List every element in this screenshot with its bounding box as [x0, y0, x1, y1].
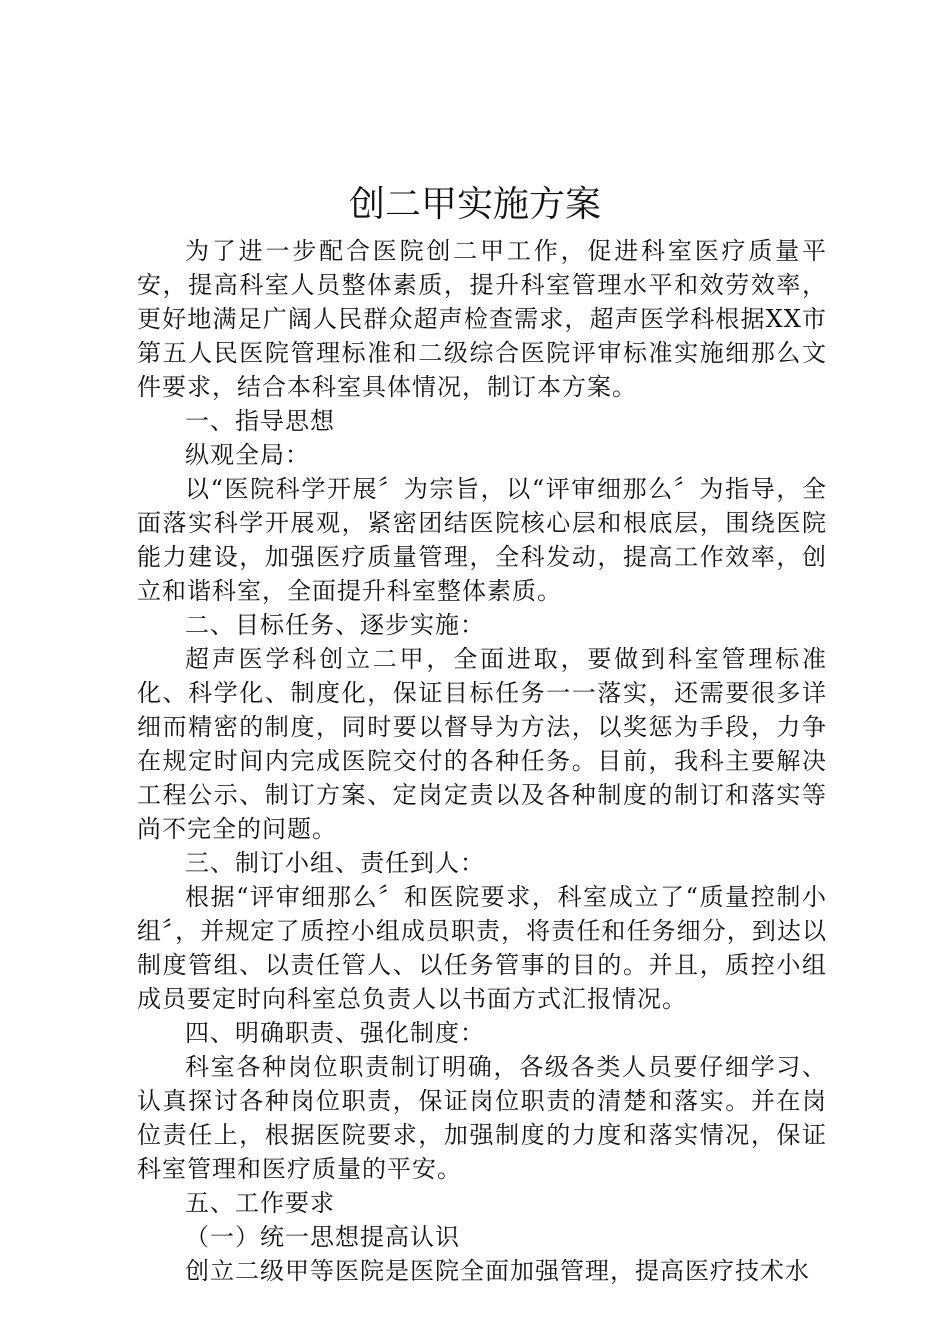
section-heading-goals: 二、目标任务、逐步实施：	[185, 611, 485, 639]
section-heading-guiding-thought: 一、指导思想	[185, 407, 335, 435]
paragraph-intro: 为了进一步配合医院创二甲工作，促进科室医疗质量平安，提高科室人员整体素质，提升科室管理水平和效劳效率，更好地满足广阔人民群众超声检查需求，超声医学科根据XX市第五人民医院管理标准和二级综合医院评审标准实施细那么文件要求，结合本科室具体情况，制订本方案。	[137, 237, 827, 401]
paragraph-unify-thinking: 创立二级甲等医院是医院全面加强管理，提高医疗技术水	[185, 1257, 810, 1285]
document-body	[137, 234, 827, 1288]
paragraph-guiding-thought: 以“医院科学开展〞为宗旨，以“评审细那么〞为指导，全面落实科学开展观，紧密团结医院核心层和根底层，围绕医院能力建设，加强医疗质量管理，全科发动，提高工作效率，创立和谐科室，全面提升科室整体素质。	[137, 475, 827, 605]
section-heading-duties: 四、明确职责、强化制度：	[185, 1019, 485, 1047]
paragraph-team: 根据“评审细那么〞和医院要求，科室成立了“质量控制小组〞，并规定了质控小组成员职责，将责任和任务细分，到达以制度管组、以责任管人、以任务管事的目的。并且，质控小组成员要定时向科室总负责人以书面方式汇报情况。	[137, 883, 827, 1013]
section-heading-requirements: 五、工作要求	[185, 1189, 335, 1217]
section-heading-team: 三、制订小组、责任到人：	[185, 849, 485, 877]
subheading-overview: 纵观全局：	[185, 441, 310, 469]
paragraph-duties: 科室各种岗位职责制订明确，各级各类人员要仔细学习、认真探讨各种岗位职责，保证岗位职责的清楚和落实。并在岗位责任上，根据医院要求，加强制度的力度和落实情况，保证科室管理和医疗质量的平安。	[137, 1053, 827, 1183]
paragraph-goals: 超声医学科创立二甲，全面进取，要做到科室管理标准化、科学化、制度化，保证目标任务一一落实，还需要很多详细而精密的制度，同时要以督导为方法，以奖惩为手段，力争在规定时间内完成医院交付的各种任务。目前，我科主要解决工程公示、制订方案、定岗定责以及各种制度的制订和落实等尚不完全的问题。	[137, 645, 827, 843]
document-title: 创二甲实施方案	[348, 184, 601, 225]
subheading-unify-thinking: （一）统一思想提高认识	[185, 1223, 460, 1251]
